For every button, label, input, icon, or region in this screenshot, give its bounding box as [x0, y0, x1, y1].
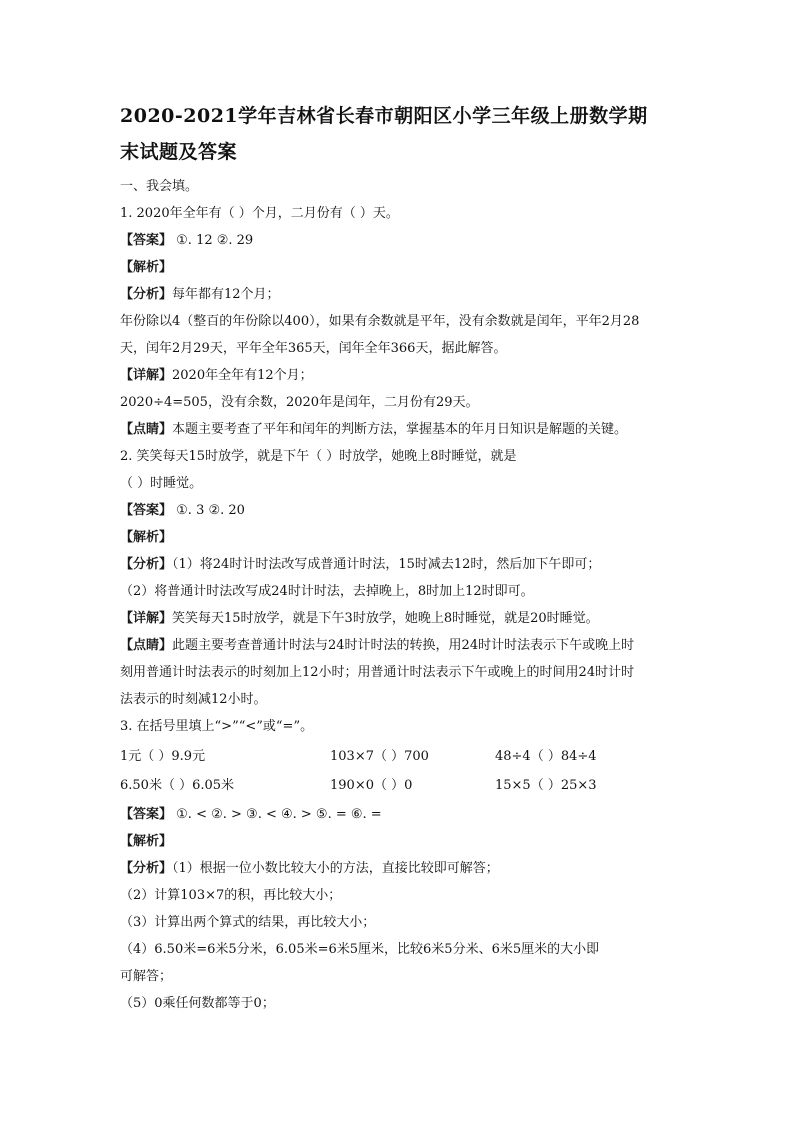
document-title: [120, 98, 680, 170]
q1-answer: [120, 232, 253, 250]
q1-xiangjie-1: [120, 367, 313, 385]
q3-answer-text: ①. < ②. > ③. < ④. > ⑤. = ⑥. =: [172, 807, 382, 822]
q2-dianjing-1-text: 此题主要考查普通计时法与24时计时法的转换，用24时计时法表示下午或晚上时: [172, 638, 635, 653]
q3-fenxi-3: （3）计算出两个算式的结果，再比较大小；: [120, 915, 376, 930]
q2-fenxi-2: （2）将普通计时法改写成24时计时法，去掉晚上，8时加上12时即可。: [120, 584, 534, 599]
q3-row2-item-c: 15×5（ ）25×3: [495, 778, 597, 793]
q1-answer-text: ①. 12 ②. 29: [172, 233, 254, 248]
fenxi-tag: 【分析】: [120, 861, 173, 876]
q1-fenxi-2: 年份除以4（整百的年份除以400），如果有余数就是平年，没有余数就是闰年，平年2月28: [120, 314, 640, 329]
q2-dianjing-2: 刻用普通计时法表示的时刻加上12小时；用普通计时法表示下午或晚上的时间用24时计时: [120, 665, 635, 680]
fenxi-tag: 【分析】: [120, 557, 173, 572]
q3-fenxi-1: [120, 860, 499, 878]
title-line-1: 2020-2021学年吉林省长春市朝阳区小学三年级上册数学期: [120, 105, 648, 127]
q2-xiangjie-1-text: 笑笑每天15时放学，就是下午3时放学，她晚上8时睡觉，就是20时睡觉。: [172, 611, 599, 626]
q1-dianjing-1-text: 本题主要考查了平年和闰年的判断方法，掌握基本的年月日知识是解题的关键。: [172, 422, 628, 437]
q1-dianjing-1: [120, 421, 627, 439]
q1-fenxi-1: [120, 286, 280, 304]
q3-fenxi-4: （4）6.50米=6米5分米，6.05米=6米5厘米，比较6米5分米、6米5厘米的大小即: [120, 942, 600, 957]
q3-row1-item-c: 48÷4（ ）84÷4: [495, 749, 597, 764]
q1-question: 1. 2020年全年有（ ）个月，二月份有（ ）天。: [120, 206, 399, 221]
q1-analysis-tag: 【解析】: [120, 260, 173, 275]
answer-tag: 【答案】: [120, 807, 173, 822]
answer-tag: 【答案】: [120, 233, 173, 248]
q2-answer: [120, 502, 245, 520]
q3-row2-item-b: 190×0（ ）0: [330, 778, 413, 793]
q3-row2-item-a: 6.50米（ ）6.05米: [120, 778, 235, 793]
q1-fenxi-3: 天，闰年2月29天，平年全年365天，闰年全年366天，据此解答。: [120, 341, 507, 356]
q1-xiangjie-1-text: 2020年全年有12个月；: [172, 368, 313, 383]
q3-row1-item-b: 103×7（ ）700: [330, 749, 429, 764]
title-line-2: 末试题及答案: [120, 141, 238, 163]
xiangjie-tag: 【详解】: [120, 611, 173, 626]
q3-fenxi-2: （2）计算103×7的积，再比较大小；: [120, 888, 342, 903]
q3-analysis-tag: 【解析】: [120, 834, 173, 849]
q3-fenxi-6: （5）0乘任何数都等于0；: [120, 996, 275, 1011]
fenxi-tag: 【分析】: [120, 287, 173, 302]
answer-tag: 【答案】: [120, 503, 173, 518]
q1-fenxi-1-text: 每年都有12个月；: [172, 287, 280, 302]
dianjing-tag: 【点睛】: [120, 638, 173, 653]
q2-xiangjie-1: [120, 610, 599, 628]
q2-dianjing-1: [120, 637, 634, 655]
q2-question-1: 2. 笑笑每天15时放学，就是下午（ ）时放学，她晚上8时睡觉，就是: [120, 449, 517, 464]
q3-fenxi-5: 可解答；: [120, 969, 173, 984]
q3-question: 3. 在括号里填上“>”“<”或“=”。: [120, 719, 314, 734]
q2-fenxi-1: [120, 556, 600, 574]
q1-xiangjie-2: 2020÷4=505，没有余数，2020年是闰年，二月份有29天。: [120, 395, 479, 410]
q2-fenxi-1-text: （1）将24时计时法改写成普通计时法，15时减去12时，然后加下午即可；: [172, 557, 601, 572]
q2-dianjing-3: 法表示的时刻减12小时。: [120, 692, 267, 707]
xiangjie-tag: 【详解】: [120, 368, 173, 383]
q2-answer-text: ①. 3 ②. 20: [172, 503, 245, 518]
q3-row1-item-a: 1元（ ）9.9元: [120, 749, 206, 764]
dianjing-tag: 【点睛】: [120, 422, 173, 437]
section-heading: 一、我会填。: [120, 179, 199, 194]
q2-analysis-tag: 【解析】: [120, 530, 173, 545]
q3-fenxi-1-text: （1）根据一位小数比较大小的方法，直接比较即可解答；: [172, 861, 499, 876]
q2-question-2: （ ）时睡觉。: [120, 476, 203, 491]
q3-answer: [120, 806, 382, 824]
